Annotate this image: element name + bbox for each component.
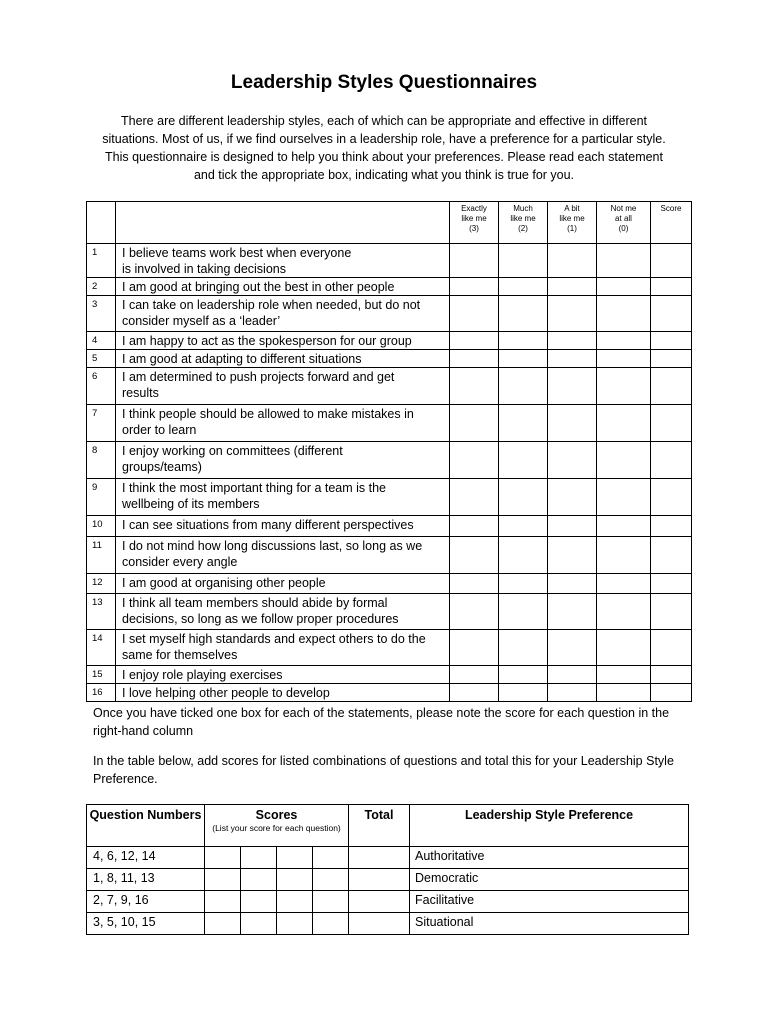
score-entry-cell[interactable] [241,913,277,935]
tick-box-exactly[interactable] [450,666,499,684]
tick-box-not-me[interactable] [597,350,651,368]
score-entry-cell[interactable] [313,847,349,869]
tick-box-much[interactable] [499,684,548,702]
tick-box-much[interactable] [499,296,548,332]
question-statement: I love helping other people to develop [116,684,450,702]
header-scores: Scores (List your score for each question) [205,805,349,847]
question-statement: I am good at bringing out the best in other people [116,278,450,296]
question-number: 11 [87,537,116,574]
header-question-numbers: Question Numbers [87,805,205,847]
tick-box-much[interactable] [499,594,548,630]
column-header: A bit like me (1) [548,202,597,244]
scoring-row [87,913,689,935]
column-header: Exactly like me (3) [450,202,499,244]
tick-box-bit[interactable] [548,666,597,684]
questionnaire-row [87,244,692,278]
tick-box-not-me[interactable] [597,594,651,630]
tick-box-bit[interactable] [548,574,597,594]
tick-box-much[interactable] [499,537,548,574]
questionnaire-row [87,332,692,350]
tick-box-exactly[interactable] [450,296,499,332]
tick-box-exactly[interactable] [450,574,499,594]
tick-box-exactly[interactable] [450,479,499,516]
tick-box-bit[interactable] [548,405,597,442]
question-statement: I enjoy role playing exercises [116,666,450,684]
question-number: 13 [87,594,116,630]
score-cell[interactable] [651,516,692,537]
tick-box-not-me[interactable] [597,405,651,442]
tick-box-not-me[interactable] [597,666,651,684]
tick-box-exactly[interactable] [450,594,499,630]
tick-box-bit[interactable] [548,537,597,574]
score-cell[interactable] [651,442,692,479]
question-number: 6 [87,368,116,405]
question-number: 16 [87,684,116,702]
style-preference: Authoritative [410,847,689,869]
tick-box-much[interactable] [499,442,548,479]
question-statement: I do not mind how long discussions last, so long as we consider every angle [116,537,450,574]
header-style-preference: Leadership Style Preference [410,805,689,847]
questionnaire-row [87,442,692,479]
tick-box-much[interactable] [499,368,548,405]
score-cell[interactable] [651,350,692,368]
score-entry-cell[interactable] [277,847,313,869]
scoring-row [87,847,689,869]
question-statement: I am good at adapting to different situations [116,350,450,368]
questionnaire-row [87,666,692,684]
tick-box-not-me[interactable] [597,479,651,516]
tick-box-exactly[interactable] [450,684,499,702]
tick-box-exactly[interactable] [450,405,499,442]
score-entry-cell[interactable] [313,913,349,935]
question-number: 10 [87,516,116,537]
tick-box-not-me[interactable] [597,278,651,296]
score-cell[interactable] [651,405,692,442]
column-header: Score [651,202,692,244]
header-total: Total [349,805,410,847]
tick-box-exactly[interactable] [450,244,499,278]
total-cell[interactable] [349,913,410,935]
page-title: Leadership Styles Questionnaires [230,72,538,93]
questionnaire-row [87,296,692,332]
tick-box-much[interactable] [499,516,548,537]
tick-box-bit[interactable] [548,479,597,516]
questionnaire-header-row [87,202,692,244]
tick-box-not-me[interactable] [597,574,651,594]
tick-box-much[interactable] [499,574,548,594]
questionnaire-row [87,479,692,516]
tick-box-much[interactable] [499,332,548,350]
tick-box-much[interactable] [499,479,548,516]
tick-box-not-me[interactable] [597,296,651,332]
score-cell[interactable] [651,296,692,332]
tick-box-bit[interactable] [548,278,597,296]
question-number: 4 [87,332,116,350]
total-cell[interactable] [349,891,410,913]
score-cell[interactable] [651,332,692,350]
column-header: Much like me (2) [499,202,548,244]
score-entry-cell[interactable] [277,913,313,935]
questionnaire-row [87,405,692,442]
tick-box-not-me[interactable] [597,537,651,574]
style-preference: Facilitative [410,891,689,913]
header-statement-cell [116,202,450,244]
tick-box-bit[interactable] [548,244,597,278]
scoring-table [86,804,689,935]
question-statement: I can see situations from many different perspectives [116,516,450,537]
question-number: 9 [87,479,116,516]
tick-box-much[interactable] [499,350,548,368]
tick-box-bit[interactable] [548,350,597,368]
total-cell[interactable] [349,847,410,869]
tick-box-exactly[interactable] [450,537,499,574]
tick-box-not-me[interactable] [597,630,651,666]
tick-box-exactly[interactable] [450,442,499,479]
questionnaire-row [87,278,692,296]
score-entry-cell[interactable] [205,847,241,869]
question-number: 1 [87,244,116,278]
tick-box-much[interactable] [499,405,548,442]
tick-box-not-me[interactable] [597,684,651,702]
scoring-row [87,869,689,891]
question-statement: I am happy to act as the spokesperson for our group [116,332,450,350]
score-cell[interactable] [651,479,692,516]
question-numbers: 3, 5, 10, 15 [87,913,205,935]
score-entry-cell[interactable] [241,847,277,869]
style-preference: Democratic [410,869,689,891]
tick-box-bit[interactable] [548,516,597,537]
question-statement: I am determined to push projects forward and get results [116,368,450,405]
score-cell[interactable] [651,278,692,296]
tick-box-bit[interactable] [548,332,597,350]
score-cell[interactable] [651,537,692,574]
score-cell[interactable] [651,244,692,278]
score-entry-cell[interactable] [205,913,241,935]
questionnaire-row [87,368,692,405]
score-entry-cell[interactable] [277,891,313,913]
question-number: 2 [87,278,116,296]
intro-paragraph: There are different leadership styles, each of which can be appropriate and effective in different situations. Most of us, if we find ourselves in a leadership role, have a preference for a particular style. This questionnaire is designed to help you think about your preferences. Please read each statement and tick the appropriate box, indicating what you think is true for you. [102,114,666,182]
tick-box-not-me[interactable] [597,442,651,479]
tick-box-much[interactable] [499,630,548,666]
question-statement: I think all team members should abide by formal decisions, so long as we follow proper procedures [116,594,450,630]
style-preference: Situational [410,913,689,935]
instruction-score: Once you have ticked one box for each of the statements, please note the score for each question in the right-hand column [93,706,670,738]
tick-box-exactly[interactable] [450,368,499,405]
header-number-cell [87,202,116,244]
questionnaire-row [87,630,692,666]
tick-box-bit[interactable] [548,368,597,405]
tick-box-not-me[interactable] [597,244,651,278]
scoring-row [87,891,689,913]
scoring-header-row [87,805,689,847]
tick-box-exactly[interactable] [450,332,499,350]
instruction-combine: In the table below, add scores for listed combinations of questions and total this for your Leadership Style Preference. [93,754,674,786]
questionnaire-row [87,537,692,574]
question-numbers: 1, 8, 11, 13 [87,869,205,891]
question-number: 8 [87,442,116,479]
score-cell[interactable] [651,594,692,630]
questionnaire-row [87,594,692,630]
tick-box-much[interactable] [499,666,548,684]
score-entry-cell[interactable] [313,891,349,913]
score-cell[interactable] [651,684,692,702]
questionnaire-row [87,684,692,702]
tick-box-much[interactable] [499,278,548,296]
tick-box-bit[interactable] [548,442,597,479]
score-cell[interactable] [651,630,692,666]
tick-box-bit[interactable] [548,296,597,332]
score-entry-cell[interactable] [313,869,349,891]
tick-box-exactly[interactable] [450,630,499,666]
questionnaire-row [87,350,692,368]
question-numbers: 4, 6, 12, 14 [87,847,205,869]
question-statement: I can take on leadership role when needed, but do not consider myself as a ‘leader’ [116,296,450,332]
question-statement: I think people should be allowed to make mistakes in order to learn [116,405,450,442]
score-entry-cell[interactable] [205,891,241,913]
question-statement: I believe teams work best when everyone is involved in taking decisions [116,244,450,278]
questionnaire-table [86,201,692,702]
tick-box-bit[interactable] [548,684,597,702]
tick-box-bit[interactable] [548,594,597,630]
question-number: 14 [87,630,116,666]
question-number: 3 [87,296,116,332]
tick-box-much[interactable] [499,244,548,278]
question-number: 7 [87,405,116,442]
score-cell[interactable] [651,368,692,405]
score-cell[interactable] [651,666,692,684]
tick-box-exactly[interactable] [450,278,499,296]
tick-box-not-me[interactable] [597,332,651,350]
tick-box-exactly[interactable] [450,516,499,537]
score-cell[interactable] [651,574,692,594]
question-statement: I set myself high standards and expect others to do the same for themselves [116,630,450,666]
tick-box-exactly[interactable] [450,350,499,368]
score-entry-cell[interactable] [241,869,277,891]
tick-box-bit[interactable] [548,630,597,666]
questionnaire-row [87,574,692,594]
question-statement: I am good at organising other people [116,574,450,594]
tick-box-not-me[interactable] [597,368,651,405]
question-number: 12 [87,574,116,594]
question-number: 15 [87,666,116,684]
questionnaire-row [87,516,692,537]
score-entry-cell[interactable] [277,869,313,891]
question-number: 5 [87,350,116,368]
score-entry-cell[interactable] [241,891,277,913]
column-header: Not me at all (0) [597,202,651,244]
question-statement: I enjoy working on committees (different groups/teams) [116,442,450,479]
tick-box-not-me[interactable] [597,516,651,537]
question-numbers: 2, 7, 9, 16 [87,891,205,913]
question-statement: I think the most important thing for a team is the wellbeing of its members [116,479,450,516]
total-cell[interactable] [349,869,410,891]
score-entry-cell[interactable] [205,869,241,891]
